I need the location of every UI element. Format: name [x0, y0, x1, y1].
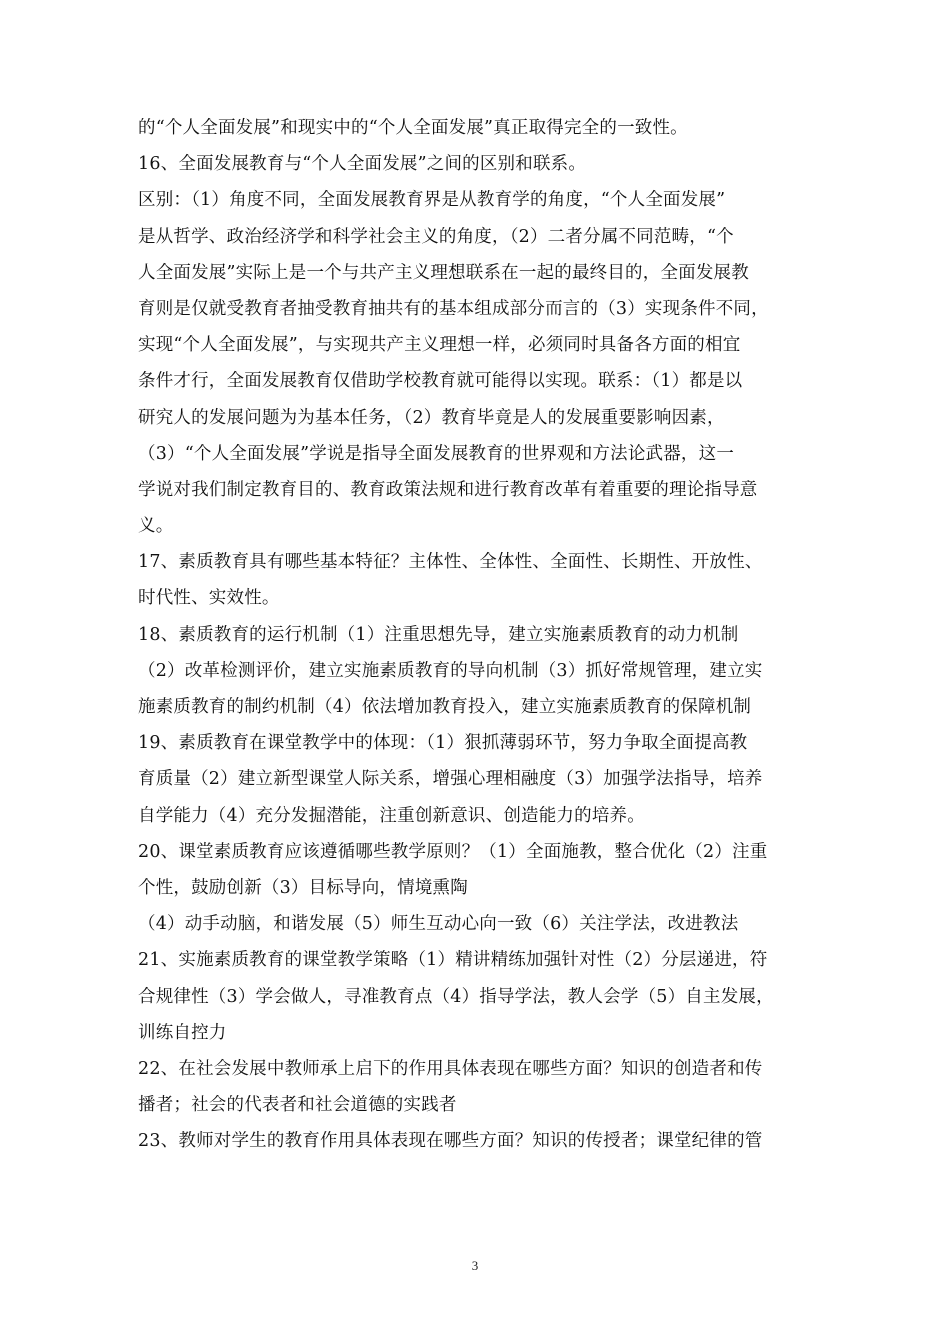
text-line: 个性，鼓励创新（3）目标导向，情境熏陶 [138, 877, 468, 898]
text-line: 20、课堂素质教育应该遵循哪些教学原则？（1）全面施教，整合优化（2）注重 [138, 841, 768, 862]
text-line: 16、全面发展教育与“个人全面发展”之间的区别和联系。 [138, 154, 587, 175]
text-line: 施素质教育的制约机制（4）依法增加教育投入，建立实施素质教育的保障机制 [138, 697, 752, 717]
text-line: 19、素质教育在课堂教学中的体现：（1）狠抓薄弱环节，努力争取全面提高教 [138, 733, 748, 754]
text-line: 学说对我们制定教育目的、教育政策法规和进行教育改革有着重要的理论指导意 [138, 479, 758, 500]
text-line: 义。 [138, 516, 174, 537]
page-number: 3 [471, 1258, 479, 1273]
document-body [138, 110, 818, 1159]
text-line: 时代性、实效性。 [138, 588, 280, 609]
text-line: 训练自控力 [138, 1022, 227, 1043]
text-line: 育质量（2）建立新型课堂人际关系，增强心理相融度（3）加强学法指导，培养 [138, 769, 763, 790]
text-line: 人全面发展”实际上是一个与共产主义理想联系在一起的最终目的，全面发展教 [138, 262, 749, 283]
text-line: 自学能力（4）充分发掘潜能，注重创新意识、创造能力的培养。 [138, 805, 645, 826]
text-line: 条件才行，全面发展教育仅借助学校教育就可能得以实现。联系：（1）都是以 [138, 371, 743, 392]
text-line: 是从哲学、政治经济学和科学社会主义的角度，（2）二者分属不同范畴，“个 [138, 226, 734, 247]
text-line: 区别：（1）角度不同，全面发展教育界是从教育学的角度，“个人全面发展” [138, 190, 726, 211]
text-line: 的“个人全面发展”和现实中的“个人全面发展”真正取得完全的一致性。 [138, 118, 688, 138]
text-line: 播者；社会的代表者和社会道德的实践者 [138, 1095, 457, 1116]
text-line: （4）动手动脑，和谐发展（5）师生互动心向一致（6）关注学法，改进教法 [138, 914, 739, 935]
text-line: （3）“个人全面发展”学说是指导全面发展教育的世界观和方法论武器，这一 [138, 443, 735, 464]
text-line: 研究人的发展问题为为基本任务，（2）教育毕竟是人的发展重要影响因素， [138, 407, 725, 428]
text-line: 17、素质教育具有哪些基本特征？主体性、全体性、全面性、长期性、开放性、 [138, 552, 763, 573]
text-line: 23、教师对学生的教育作用具体表现在哪些方面？知识的传授者；课堂纪律的管 [138, 1131, 763, 1152]
text-line: 21、实施素质教育的课堂教学策略（1）精讲精练加强针对性（2）分层递进，符 [138, 950, 768, 971]
text-line: （2）改革检测评价，建立实施素质教育的导向机制（3）抓好常规管理，建立实 [138, 660, 763, 681]
text-line: 育则是仅就受教育者抽受教育抽共有的基本组成部分而言的（3）实现条件不同， [138, 298, 769, 319]
text-line: 22、在社会发展中教师承上启下的作用具体表现在哪些方面？知识的创造者和传 [138, 1058, 763, 1079]
text-line: 实现“个人全面发展”，与实现共产主义理想一样，必须同时具备各方面的相宜 [138, 335, 741, 356]
text-line: 合规律性（3）学会做人，寻准教育点（4）指导学法，教人会学（5）自主发展， [138, 986, 774, 1007]
text-line: 18、素质教育的运行机制（1）注重思想先导，建立实施素质教育的动力机制 [138, 624, 739, 645]
